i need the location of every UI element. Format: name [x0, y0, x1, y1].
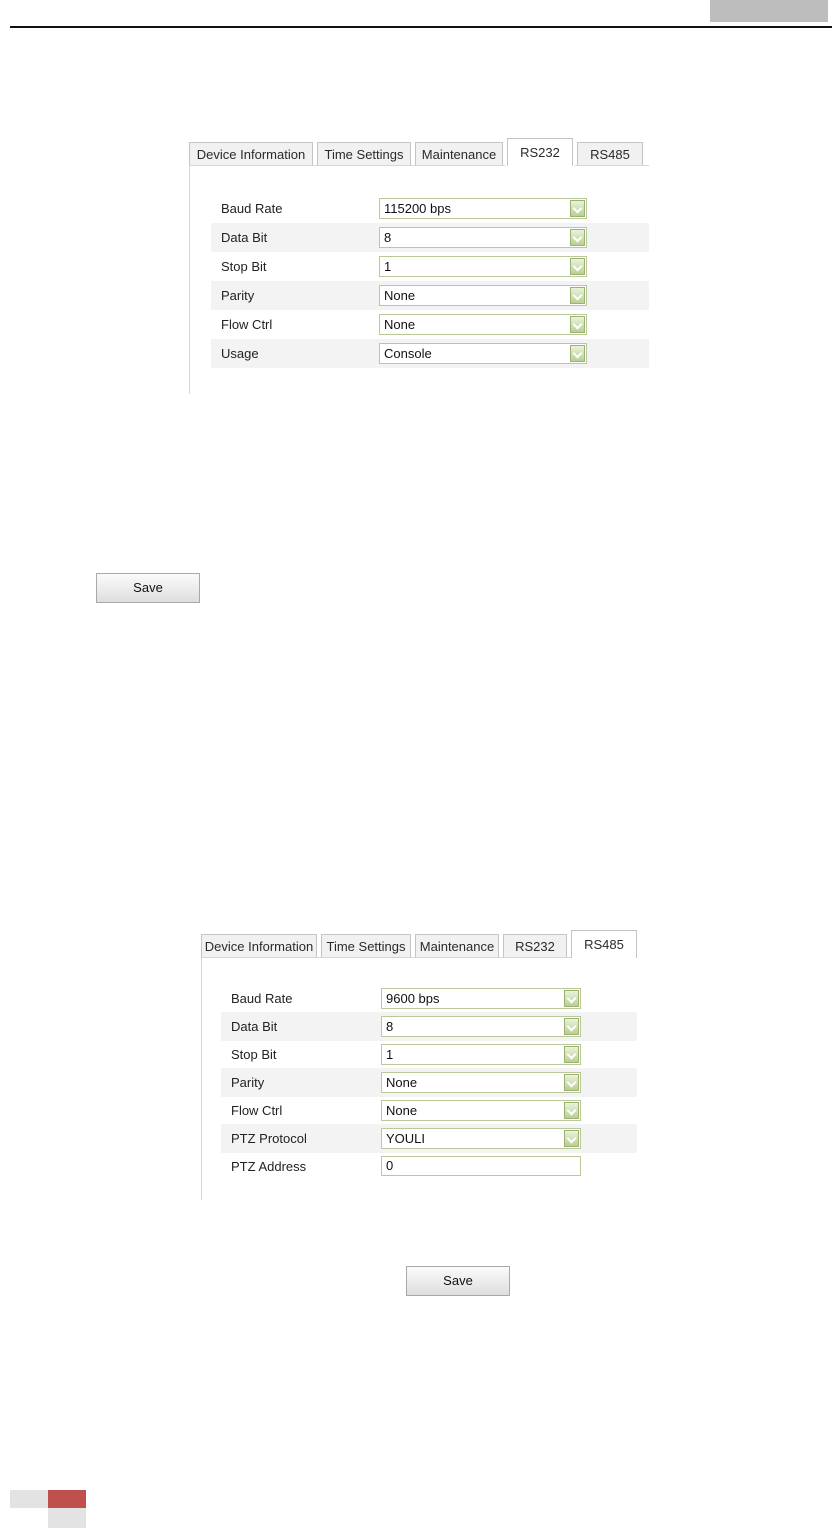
tab-time-settings[interactable]: Time Settings [317, 142, 411, 166]
tab-rs485[interactable]: RS485 [577, 142, 643, 166]
flow-ctrl-select[interactable] [379, 314, 587, 335]
chevron-down-icon [564, 1046, 579, 1063]
rs232-tab-bar [189, 138, 647, 166]
field-row-usage [211, 339, 649, 368]
chevron-down-icon [570, 258, 585, 275]
baud-rate-select[interactable] [381, 988, 581, 1009]
tab-rs232[interactable]: RS232 [507, 138, 573, 166]
tab-device-information[interactable]: Device Information [201, 934, 317, 958]
ptz-protocol-select[interactable] [381, 1128, 581, 1149]
tab-maintenance[interactable]: Maintenance [415, 142, 503, 166]
select-value: None [386, 1075, 418, 1090]
chevron-down-icon [570, 316, 585, 333]
chevron-down-icon [564, 1018, 579, 1035]
tab-rs232[interactable]: RS232 [503, 934, 567, 958]
field-row-parity [221, 1068, 637, 1097]
select-value: None [386, 1103, 418, 1118]
field-label: Parity [221, 288, 255, 303]
select-value: YOULI [386, 1131, 426, 1146]
field-label: Usage [221, 346, 259, 361]
chevron-down-icon [570, 287, 585, 304]
field-row-parity [211, 281, 649, 310]
parity-select[interactable] [381, 1072, 581, 1093]
rs232-save-button[interactable]: Save [96, 573, 200, 603]
field-label: Stop Bit [221, 259, 267, 274]
rs485-tab-bar [201, 930, 641, 958]
tab-rs485[interactable]: RS485 [571, 930, 637, 958]
field-label: Stop Bit [231, 1047, 277, 1062]
header-gray-box [710, 0, 828, 22]
field-row-stop-bit [211, 252, 649, 281]
parity-select[interactable] [379, 285, 587, 306]
select-value: None [384, 317, 416, 332]
rs485-settings-panel [201, 930, 637, 1200]
field-label: Data Bit [231, 1019, 278, 1034]
chevron-down-icon [564, 1130, 579, 1147]
chevron-down-icon [570, 345, 585, 362]
field-row-ptz-protocol [221, 1124, 637, 1153]
baud-rate-select[interactable] [379, 198, 587, 219]
ptz-address-input[interactable]: 0 [381, 1156, 581, 1176]
chevron-down-icon [564, 990, 579, 1007]
stop-bit-select[interactable] [381, 1044, 581, 1065]
field-label: Baud Rate [231, 991, 293, 1006]
select-value: 1 [384, 259, 392, 274]
field-label: Baud Rate [221, 201, 283, 216]
tab-device-information[interactable]: Device Information [189, 142, 313, 166]
select-value: None [384, 288, 416, 303]
usage-select[interactable] [379, 343, 587, 364]
rs232-settings-panel [189, 138, 649, 394]
data-bit-select[interactable] [381, 1016, 581, 1037]
field-row-baud-rate [221, 984, 637, 1013]
tab-maintenance[interactable]: Maintenance [415, 934, 499, 958]
field-label: Parity [231, 1075, 265, 1090]
data-bit-select[interactable] [379, 227, 587, 248]
select-value: 8 [386, 1019, 394, 1034]
field-label: Flow Ctrl [231, 1103, 283, 1118]
field-row-ptz-address [221, 1152, 637, 1181]
footer-gray-block-lower [48, 1508, 86, 1528]
field-row-data-bit [221, 1012, 637, 1041]
select-value: 115200 bps [384, 201, 451, 216]
field-label: PTZ Protocol [231, 1131, 307, 1146]
header-rule [10, 26, 832, 28]
select-value: 8 [384, 230, 392, 245]
rs485-save-button[interactable]: Save [406, 1266, 510, 1296]
chevron-down-icon [570, 200, 585, 217]
field-row-flow-ctrl [221, 1096, 637, 1125]
chevron-down-icon [564, 1102, 579, 1119]
field-row-stop-bit [221, 1040, 637, 1069]
field-row-flow-ctrl [211, 310, 649, 339]
tab-time-settings[interactable]: Time Settings [321, 934, 411, 958]
select-value: Console [384, 346, 432, 361]
footer-red-block [48, 1490, 86, 1508]
footer-gray-block [10, 1490, 48, 1508]
select-value: 1 [386, 1047, 394, 1062]
stop-bit-select[interactable] [379, 256, 587, 277]
chevron-down-icon [570, 229, 585, 246]
field-label: Data Bit [221, 230, 268, 245]
select-value: 9600 bps [386, 991, 440, 1006]
chevron-down-icon [564, 1074, 579, 1091]
field-row-data-bit [211, 223, 649, 252]
field-row-baud-rate [211, 194, 649, 223]
field-label: Flow Ctrl [221, 317, 273, 332]
flow-ctrl-select[interactable] [381, 1100, 581, 1121]
field-label: PTZ Address [231, 1159, 307, 1174]
